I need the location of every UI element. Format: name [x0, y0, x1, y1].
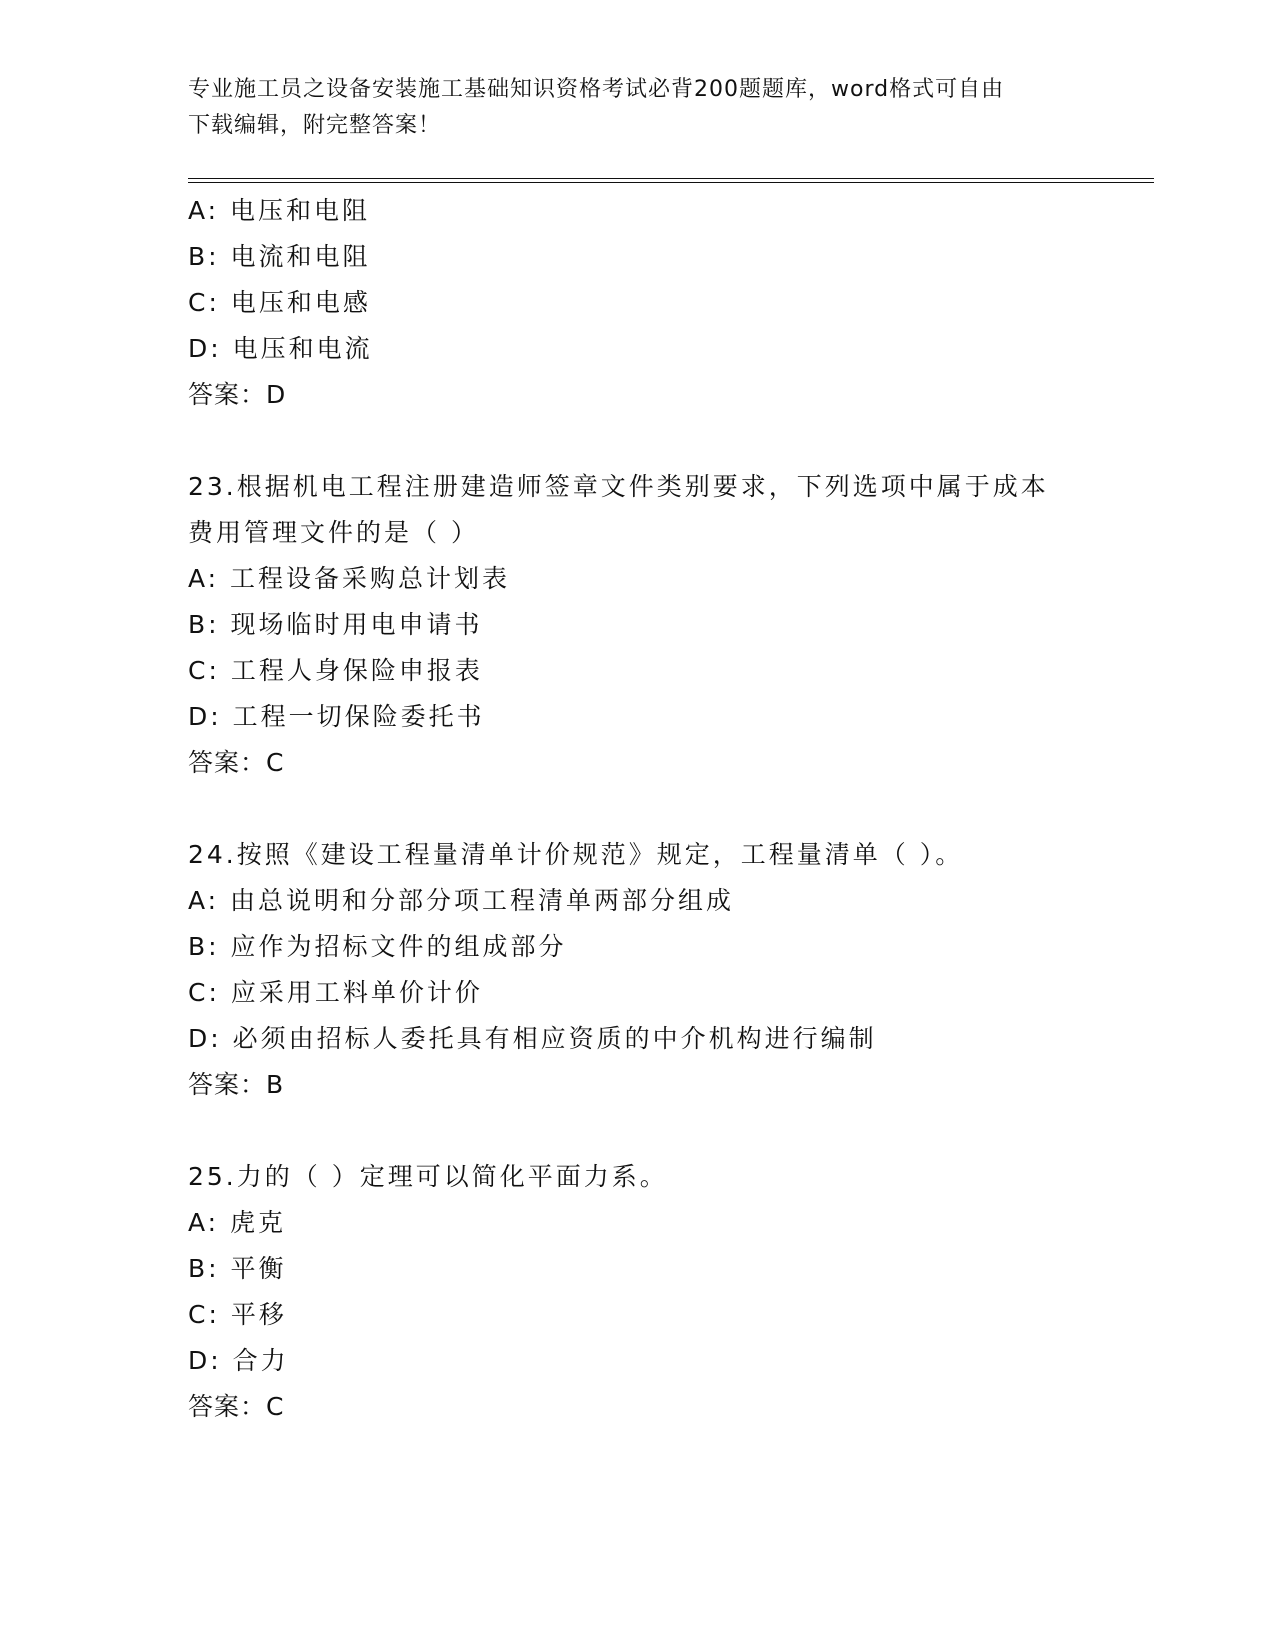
question-list: [188, 188, 1138, 1430]
question-text: 24.按照《建设工程量清单计价规范》规定，工程量清单（ ）。: [188, 840, 964, 869]
question-24: [188, 832, 1138, 1108]
option-a: A: 由总说明和分部分项工程清单两部分组成: [188, 886, 735, 915]
option-a: A: 工程设备采购总计划表: [188, 564, 511, 593]
answer: 答案：C: [188, 1392, 285, 1421]
answer: 答案：C: [188, 748, 285, 777]
answer: 答案：B: [188, 1070, 285, 1099]
question-text-line-2: 费用管理文件的是（ ）: [188, 518, 479, 547]
option-d: D: 必须由招标人委托具有相应资质的中介机构进行编制: [188, 1024, 877, 1053]
header-line-1: 专业施工员之设备安装施工基础知识资格考试必背200题题库，word格式可自由: [188, 77, 1005, 102]
option-b: B: 现场临时用电申请书: [188, 610, 483, 639]
question-text: 25.力的（ ）定理可以简化平面力系。: [188, 1162, 668, 1191]
header-line-2: 下载编辑，附完整答案！: [188, 113, 442, 138]
question-text-line-1: 23.根据机电工程注册建造师签章文件类别要求，下列选项中属于成本: [188, 472, 1049, 501]
option-c: C: 电压和电感: [188, 288, 371, 317]
option-b: B: 应作为招标文件的组成部分: [188, 932, 567, 961]
header-divider: [188, 178, 1154, 183]
option-a: A: 电压和电阻: [188, 196, 371, 225]
answer: 答案：D: [188, 380, 287, 409]
option-d: D: 工程一切保险委托书: [188, 702, 485, 731]
option-d: D: 合力: [188, 1346, 289, 1375]
option-b: B: 电流和电阻: [188, 242, 371, 271]
option-a: A: 虎克: [188, 1208, 287, 1237]
question-25: [188, 1154, 1138, 1430]
document-header: [188, 72, 1068, 144]
option-b: B: 平衡: [188, 1254, 287, 1283]
question-23: [188, 464, 1138, 786]
option-c: C: 工程人身保险申报表: [188, 656, 483, 685]
option-c: C: 应采用工料单价计价: [188, 978, 483, 1007]
option-c: C: 平移: [188, 1300, 287, 1329]
option-d: D: 电压和电流: [188, 334, 373, 363]
question-22: [188, 188, 1138, 418]
